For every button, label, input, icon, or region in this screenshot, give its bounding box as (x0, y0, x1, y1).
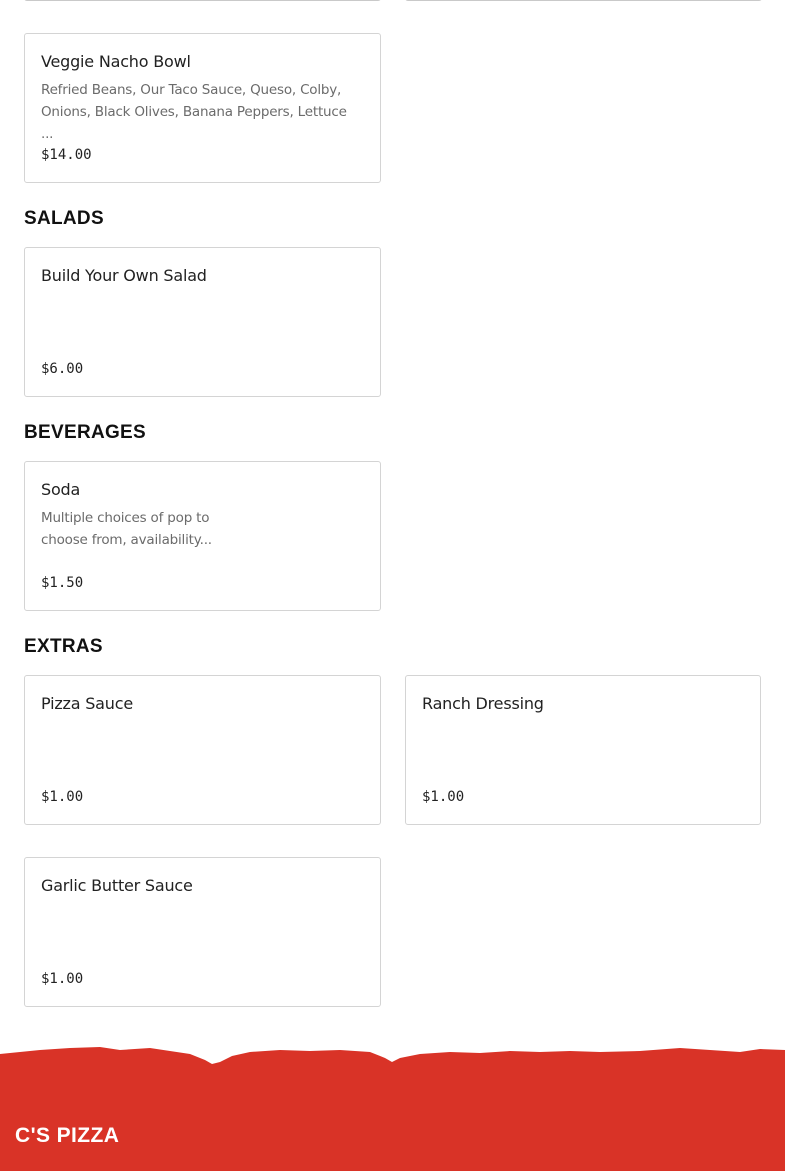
item-description (41, 507, 359, 551)
item-description-line: Refried Beans, Our Taco Sauce, Queso, Colby, (41, 82, 342, 98)
menu-item-card-partial[interactable] (24, 0, 381, 1)
menu-item-ranch-dressing[interactable] (405, 675, 761, 825)
item-price: $14.00 (41, 147, 92, 163)
menu-item-build-your-own-salad[interactable] (24, 247, 381, 397)
item-name: Build Your Own Salad (41, 266, 207, 285)
footer-brand-name[interactable]: C'S PIZZA (15, 1124, 120, 1147)
item-name: Pizza Sauce (41, 694, 133, 713)
item-price: $1.00 (422, 789, 465, 805)
item-name: Ranch Dressing (422, 694, 544, 713)
menu-item-pizza-sauce[interactable] (24, 675, 381, 825)
item-description (41, 79, 359, 145)
menu-item-soda[interactable] (24, 461, 381, 611)
item-description-line: Multiple choices of pop to (41, 510, 210, 526)
item-price: $1.00 (41, 789, 84, 805)
footer-background (0, 1047, 785, 1171)
menu-item-garlic-butter-sauce[interactable] (24, 857, 381, 1007)
section-title-salads: SALADS (24, 208, 104, 229)
item-price: $1.50 (41, 575, 84, 591)
item-description-line: choose from, availability... (41, 532, 212, 548)
section-title-extras: EXTRAS (24, 636, 103, 657)
item-description-line: Onions, Black Olives, Banana Peppers, Lettuce ... (41, 104, 347, 142)
item-price: $1.00 (41, 971, 84, 987)
item-name: Garlic Butter Sauce (41, 876, 193, 895)
torn-paper-edge (0, 1040, 785, 1171)
site-footer (0, 1040, 785, 1171)
item-name: Veggie Nacho Bowl (41, 52, 191, 71)
menu-item-veggie-nacho-bowl[interactable] (24, 33, 381, 183)
menu-item-card-partial[interactable] (405, 0, 762, 1)
item-name: Soda (41, 480, 81, 499)
item-price: $6.00 (41, 361, 84, 377)
section-title-beverages: BEVERAGES (24, 422, 147, 443)
